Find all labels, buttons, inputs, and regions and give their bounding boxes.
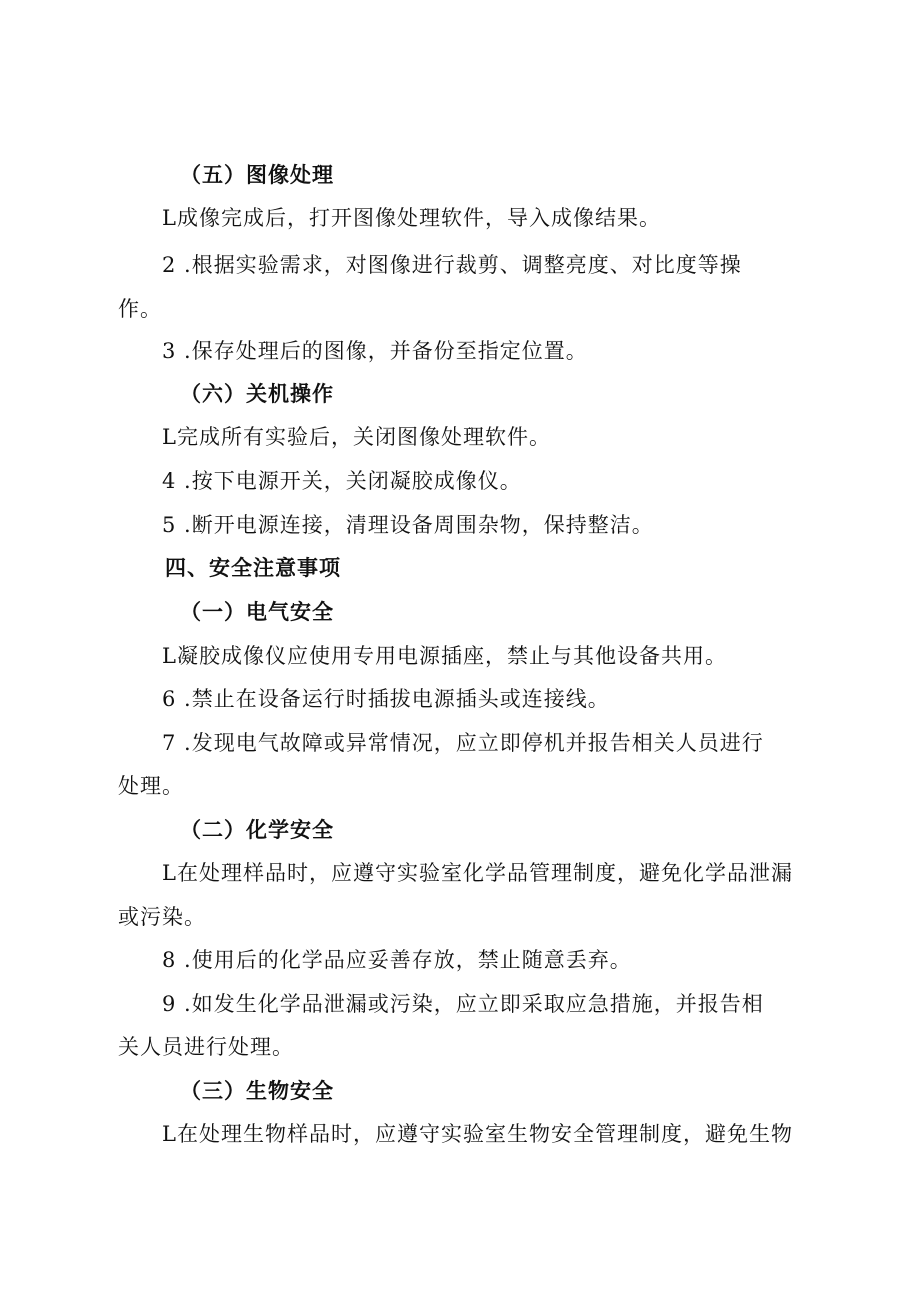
paragraph-line: L凝胶成像仪应使用专用电源插座，禁止与其他设备共用。: [162, 644, 727, 668]
paragraph-line: 作。: [118, 297, 162, 321]
paragraph-line: L完成所有实验后，关闭图像处理软件。: [162, 425, 551, 449]
paragraph-line: 关人员进行处理。: [118, 1035, 294, 1059]
section-heading-image-processing: （五）图像处理: [180, 163, 334, 187]
paragraph-line: 6 .禁止在设备运行时插拔电源插头或连接线。: [162, 687, 610, 711]
paragraph-line: L在处理样品时，应遵守实验室化学品管理制度，避免化学品泄漏: [162, 861, 793, 885]
section-heading-biological-safety: （三）生物安全: [180, 1079, 334, 1103]
paragraph-line: 5 .断开电源连接，清理设备周围杂物，保持整洁。: [162, 513, 654, 537]
paragraph-line: 9 .如发生化学品泄漏或污染，应立即采取应急措施，并报告相: [162, 992, 764, 1016]
section-heading-shutdown: （六）关机操作: [180, 382, 334, 406]
chapter-heading-safety: 四、安全注意事项: [165, 556, 341, 580]
section-heading-electrical-safety: （一）电气安全: [180, 600, 334, 624]
paragraph-line: L在处理生物样品时，应遵守实验室生物安全管理制度，避免生物: [162, 1122, 793, 1146]
paragraph-line: L成像完成后，打开图像处理软件，导入成像结果。: [162, 206, 661, 230]
paragraph-line: 7 .发现电气故障或异常情况，应立即停机并报告相关人员进行: [162, 731, 764, 755]
section-heading-chemical-safety: （二）化学安全: [180, 818, 334, 842]
paragraph-line: 处理。: [118, 774, 184, 798]
paragraph-line: 2 .根据实验需求，对图像进行裁剪、调整亮度、对比度等操: [162, 253, 742, 277]
paragraph-line: 4 .按下电源开关，关闭凝胶成像仪。: [162, 469, 522, 493]
paragraph-line: 3 .保存处理后的图像，并备份至指定位置。: [162, 339, 588, 363]
paragraph-line: 或污染。: [118, 905, 206, 929]
paragraph-line: 8 .使用后的化学品应妥善存放，禁止随意丢弃。: [162, 948, 632, 972]
